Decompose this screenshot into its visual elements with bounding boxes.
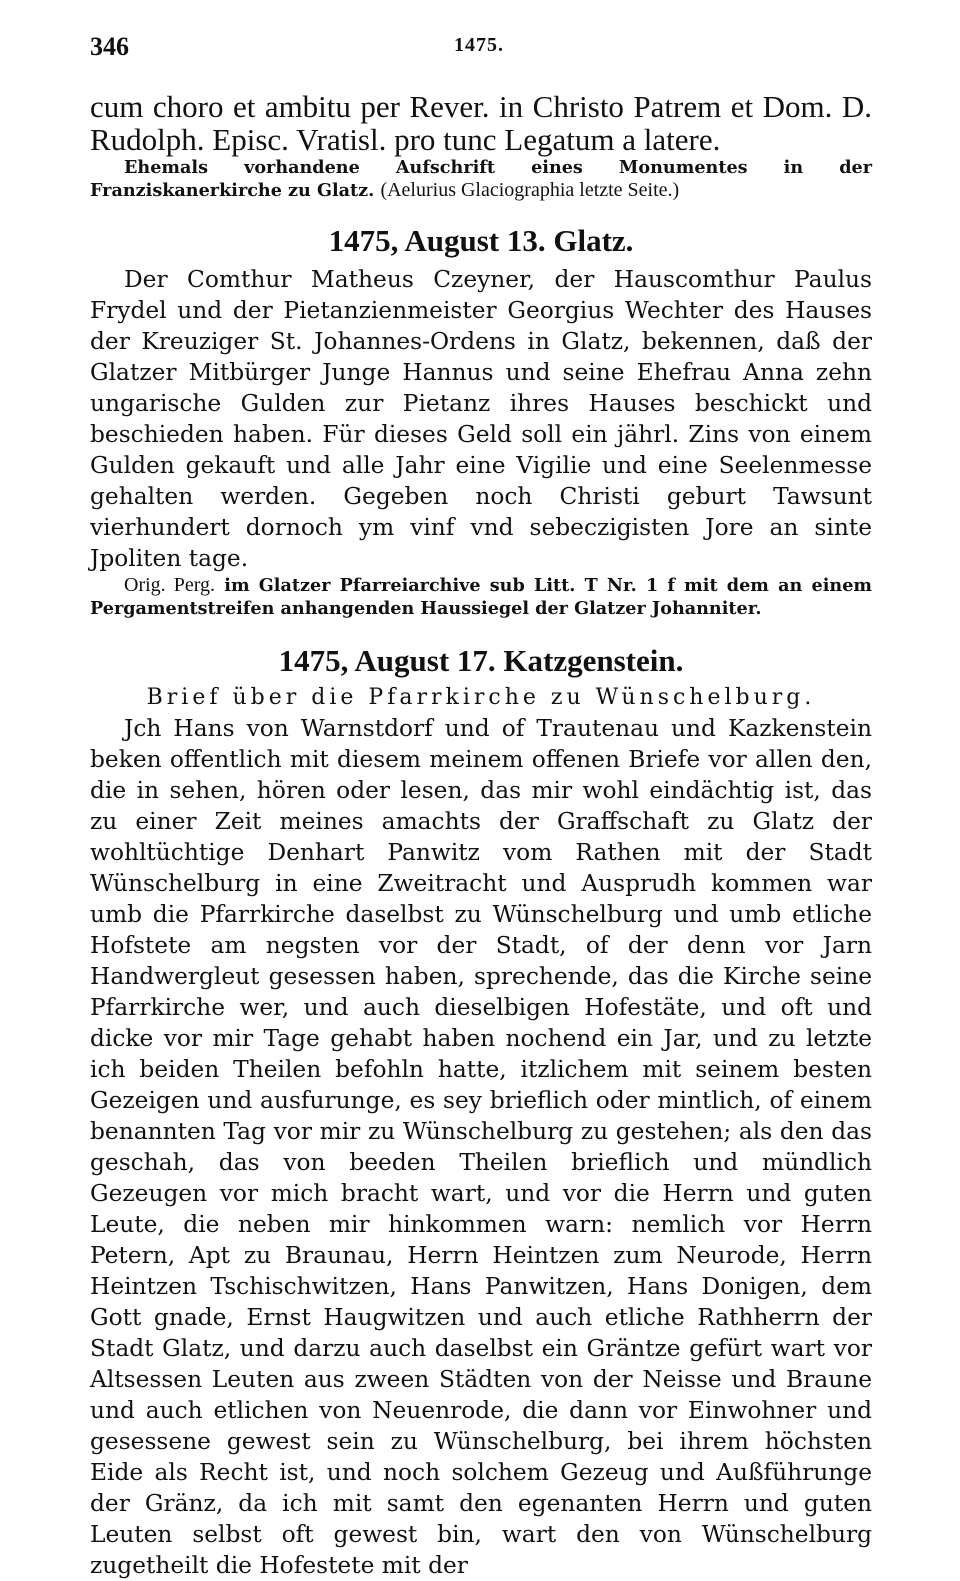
source-note bbox=[90, 156, 872, 202]
entry-text: Der Comthur Matheus Czeyner, der Hauscomthur Paulus Frydel und der Pietanzienmeister Georgius Wechter des Hauses der Kreuziger St. Johannes-Ordens in Glatz, bekennen, daß der Glatzer Mitbürger Junge Hannus und seine Ehefrau Anna zehn ungarische Gulden zur Pietanz ihres Hauses beschickt und beschieden haben. Für dieses Geld soll ein jährl. Zins von einem Gulden gekauft und alle Jahr eine Vigilie und eine Seelenmesse gehalten werden. Gegeben noch Christi geburt Tawsunt vierhundert dornoch ym vinf vnd sebeczigisten Jore an sinte Jpoliten tage. bbox=[90, 266, 872, 572]
page-number: 346 bbox=[90, 32, 129, 61]
source-note-citation: (Aelurius Glaciographia letzte Seite.) bbox=[380, 179, 680, 201]
running-head: 1475. bbox=[454, 34, 504, 56]
latin-inscription-text: cum choro et ambitu per Rever. in Christo Patrem et Dom. D. Rudolph. Episc. Vratisl. pro tunc Legatum a latere. bbox=[90, 89, 872, 157]
source-note-origin: Orig. Perg. bbox=[124, 574, 216, 596]
entry-subtitle: Brief über die Pfarrkirche zu Wünschelburg. bbox=[146, 685, 816, 710]
entry-text: Jch Hans von Warnstdorf und of Trautenau und Kazkenstein beken offentlich mit diesem meinem offenen Briefe vor allen den, die in sehen, hören oder lesen, das mir wohl eindächtig ist, das zu einer Zeit meines amachts der Graffschaft zu Glatz der wohltüchtige Denhart Panwitz vom Rathen mit der Stadt Wünschelburg in eine Zweitracht und Ausprudh kommen war umb die Pfarrkirche daselbst zu Wünschelburg und umb etliche Hofstete am negsten vor der Stadt, of der denn vor Jarn Handwergleut gesessen haben, sprechende, das die Kirche seine Pfarrkirche wer, und auch dieselbigen Hofestäte, und oft und dicke vor mir Tage gehabt haben nochend ein Jar, und zu letzte ich beiden Theilen befohln hatte, itzlichem mit seinem besten Gezeigen und ausfurunge, es sey brieflich oder mintlich, of einem benannten Tag vor mir zu Wünschelburg zu gestehen; als den das geschah, das von beeden Theilen brieflich und mündlich Gezeugen vor mich bracht wart, und vor die Herrn und guten Leute, die neben mir hinkommen warn: nemlich vor Herrn Petern, Apt zu Braunau, Herrn Heintzen zum Neurode, Herrn Heintzen Tschischwitzen, Hans Panwitzen, Hans Donigen, dem Gott gnade, Ernst Haugwitzen und auch etliche Rathherrn der Stadt Glatz, und darzu auch daselbst ein Gräntze gefürt wart vor Altsessen Leuten aus zween Städten von der Neisse und Braune und auch etlichen von Neuenrode, die dann vor Einwohner und gesessene gewest sein zu Wünschelburg, bei ihrem höchsten Eide als Recht ist, und noch solchem Gezeug und Außführunge der Gränz, da ich mit samt den egenanten Herrn und guten Leuten selbst oft gewest bin, wart den von Wünschelburg zugetheilt die Hofestete mit der bbox=[90, 715, 872, 1579]
source-note-main: im Glatzer Pfarreiarchive sub Litt. T Nr. 1 f mit dem an einem Pergamentstreifen anhangenden Haussiegel der Glatzer Johanniter. bbox=[90, 575, 872, 619]
page-header bbox=[90, 32, 868, 68]
page-body bbox=[90, 90, 872, 1581]
entry-heading: 1475, August 17. Katzgenstein. bbox=[278, 643, 684, 678]
entry-heading: 1475, August 13. Glatz. bbox=[328, 223, 634, 258]
source-note-main: Ehemals vorhandene Aufschrift eines Monumentes in der Franziskanerkirche zu Glatz. bbox=[90, 157, 872, 201]
source-note bbox=[90, 574, 872, 620]
